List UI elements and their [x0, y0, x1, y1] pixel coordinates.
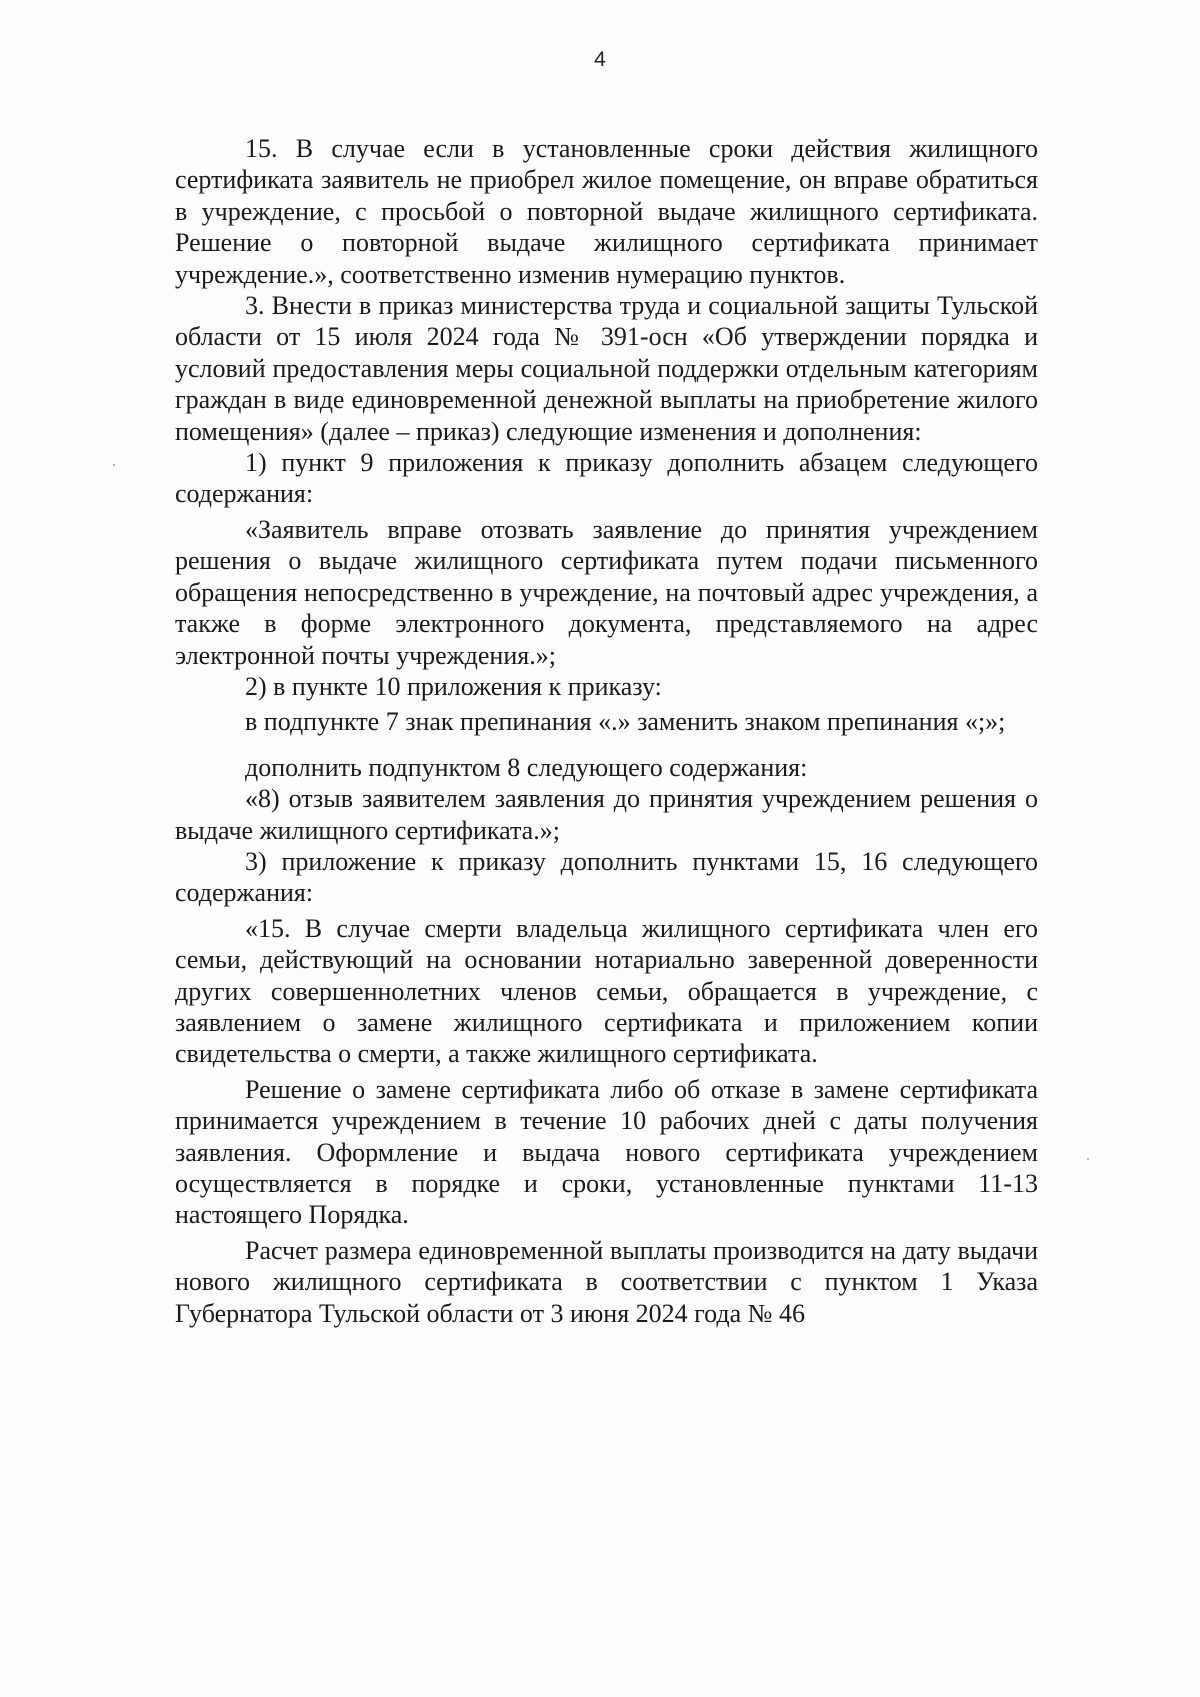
paragraph-replacement-decision: Решение о замене сертификата либо об отказе в замене сертификата принимается учреждением в течение 10 рабочих дней с даты получения заявления. Оформление и выдача нового сертификата учреждением осуществляется в порядке и сроки, установленные пунктами 11-13 настоящего Порядка.: [175, 1074, 1038, 1230]
page-number: 4: [594, 48, 606, 71]
paragraph-subpoint-7: в подпункте 7 знак препинания «.» заменить знаком препинания «;»;: [245, 707, 1006, 737]
paragraph-subitem-3: 3) приложение к приказу дополнить пунктами 15, 16 следующего содержания:: [175, 846, 1038, 908]
paragraph-quote-subpoint-8: «8) отзыв заявителем заявления до принятия учреждением решения о выдаче жилищного сертификата.»;: [175, 784, 1038, 845]
scan-speck: [1087, 1158, 1089, 1160]
paragraph-payment-calculation: Расчет размера единовременной выплаты производится на дату выдачи нового жилищного сертификата в соответствии с пунктом 1 Указа Губернатора Тульской области от 3 июня 2024 года № 46: [175, 1235, 1038, 1328]
paragraph-clause-15-end: 15. В случае если в установленные сроки действия жилищного сертификата заявитель не приобрел жилое помещение, он вправе обратиться в учреждение, с просьбой о повторной выдаче жилищного сертификата. Решение о повторной выдаче жилищного сертификата принимает учреждение.», соответственно изменив нумерацию пунктов.: [175, 134, 1038, 289]
paragraph-quote-withdrawal: «Заявитель вправе отозвать заявление до принятия учреждением решения о выдаче жилищного сертификата путем подачи письменного обращения непосредственно в учреждение, на почтовый адрес учреждения, а также в форме электронного документа, представляемого на адрес электронной почты учреждения.»;: [175, 514, 1038, 670]
paragraph-add-subpoint-8: дополнить подпунктом 8 следующего содержания:: [245, 752, 808, 782]
scan-speck: [113, 464, 115, 466]
paragraph-item-3: 3. Внести в приказ министерства труда и социальной защиты Тульской области от 15 июля 2024 года № 391-осн «Об утверждении порядка и условий предоставления меры социальной поддержки отдельным категориям граждан в виде единовременной денежной выплаты на приобретение жилого помещения» (далее – приказ) следующие изменения и дополнения:: [175, 291, 1038, 446]
document-body: [175, 133, 1038, 1329]
paragraph-subitem-1: 1) пункт 9 приложения к приказу дополнить абзацем следующего содержания:: [175, 448, 1038, 509]
paragraph-subitem-2: 2) в пункте 10 приложения к приказу:: [245, 671, 662, 701]
paragraph-quote-clause-15: «15. В случае смерти владельца жилищного сертификата член его семьи, действующий на основании нотариально заверенной доверенности других совершеннолетних членов семьи, обращается в учреждение, с заявлением о замене жилищного сертификата и приложением копии свидетельства о смерти, а также жилищного сертификата.: [175, 913, 1038, 1069]
